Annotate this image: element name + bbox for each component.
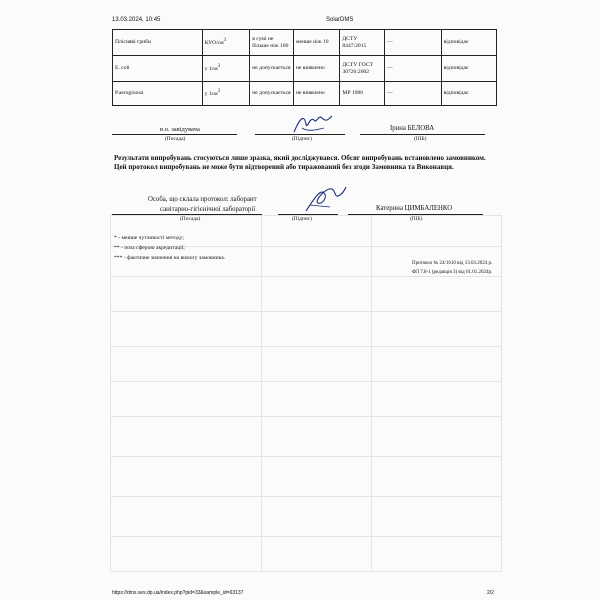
table-row <box>113 56 497 82</box>
param-name: E. coli <box>113 56 203 82</box>
results-notice: Результати випробувань стосуються лише зразка, який досліджувався. Обсяг випробувань встановлено замовником. Цей протокол випробувань не може бути відтворений або тиражований без згоди Замовника та Виконавця. <box>114 154 486 172</box>
param-verdict: відповідає <box>441 56 496 82</box>
param-method: МР 1986 <box>340 82 385 106</box>
param-result: не виявлено <box>293 82 339 106</box>
param-result: не виявлено <box>293 56 339 82</box>
caption-name: (ПІБ) <box>414 136 427 142</box>
caption-signature: (Підпис) <box>292 216 312 222</box>
signature-line <box>360 134 485 135</box>
param-unit: у $1см^3$ <box>202 56 250 82</box>
table-row <box>113 30 497 56</box>
system-name: SolarDMS <box>326 17 354 23</box>
param-name: P.aeruginosa <box>113 82 203 106</box>
caption-position: (Посада) <box>180 216 201 222</box>
param-result: менше ніж 10 <box>293 30 339 56</box>
footnotes <box>114 234 225 263</box>
print-datetime: 13.03.2024, 10:45 <box>112 17 161 23</box>
signature-line <box>348 214 483 215</box>
param-norm: в сумі не більше ніж 100 <box>250 30 294 56</box>
param-norm: не допускається <box>250 56 294 82</box>
source-url: https://dms.ses.dp.ua/index.php?pid=33&sample_id=63137 <box>112 590 244 596</box>
param-extra: — <box>385 82 442 106</box>
results-table <box>112 29 497 106</box>
table-row <box>113 82 497 106</box>
param-name: Пліснявi гриби <box>113 30 203 56</box>
footnote: * - менше чутливості методу; <box>114 235 184 241</box>
protocol-number: Протокол № 24/1610 від 13.03.2024 р. <box>412 261 493 266</box>
param-verdict: відповідає <box>441 82 496 106</box>
footnote: ** - поза сферою акредитації; <box>114 244 185 251</box>
author-name: Катерина ЦИМБАЛЕНКО <box>376 205 453 212</box>
param-unit: КУО/$см^3$ <box>202 30 250 56</box>
param-verdict: відповідає <box>441 30 496 56</box>
param-unit: у $1см^3$ <box>202 82 250 106</box>
param-extra: — <box>385 30 442 56</box>
param-norm: не допускається <box>250 82 294 106</box>
signature-line <box>112 214 262 215</box>
protocol-form: ФЛ 7.8-1 (редакція 3) від 01.01.2024р. <box>412 269 493 275</box>
head-role: в.о. завідувача <box>160 126 200 133</box>
head-name: Ірина БЕЛОВА <box>390 125 435 132</box>
author-role: санітарно-гігієнічної лабораторії <box>160 206 256 213</box>
page-number: 2/2 <box>487 590 494 596</box>
caption-position: (Посада) <box>165 136 186 142</box>
author-signature-image <box>300 183 348 215</box>
param-extra: — <box>385 56 442 82</box>
protocol-reference <box>412 260 492 277</box>
caption-signature: (Підпис) <box>292 136 312 142</box>
signature-line <box>112 134 237 135</box>
param-method: ДСТУ 8447:2015 <box>340 30 385 56</box>
head-signature-image <box>290 110 335 138</box>
footnote: *** - фактичне значення на вимогу замовника. <box>114 254 226 261</box>
author-intro: Особа, що склала протокол: лаборант <box>148 196 257 203</box>
param-method: ДСТУ ГОСТ 30726:2002 <box>340 56 385 82</box>
caption-name: (ПІБ) <box>410 216 423 222</box>
